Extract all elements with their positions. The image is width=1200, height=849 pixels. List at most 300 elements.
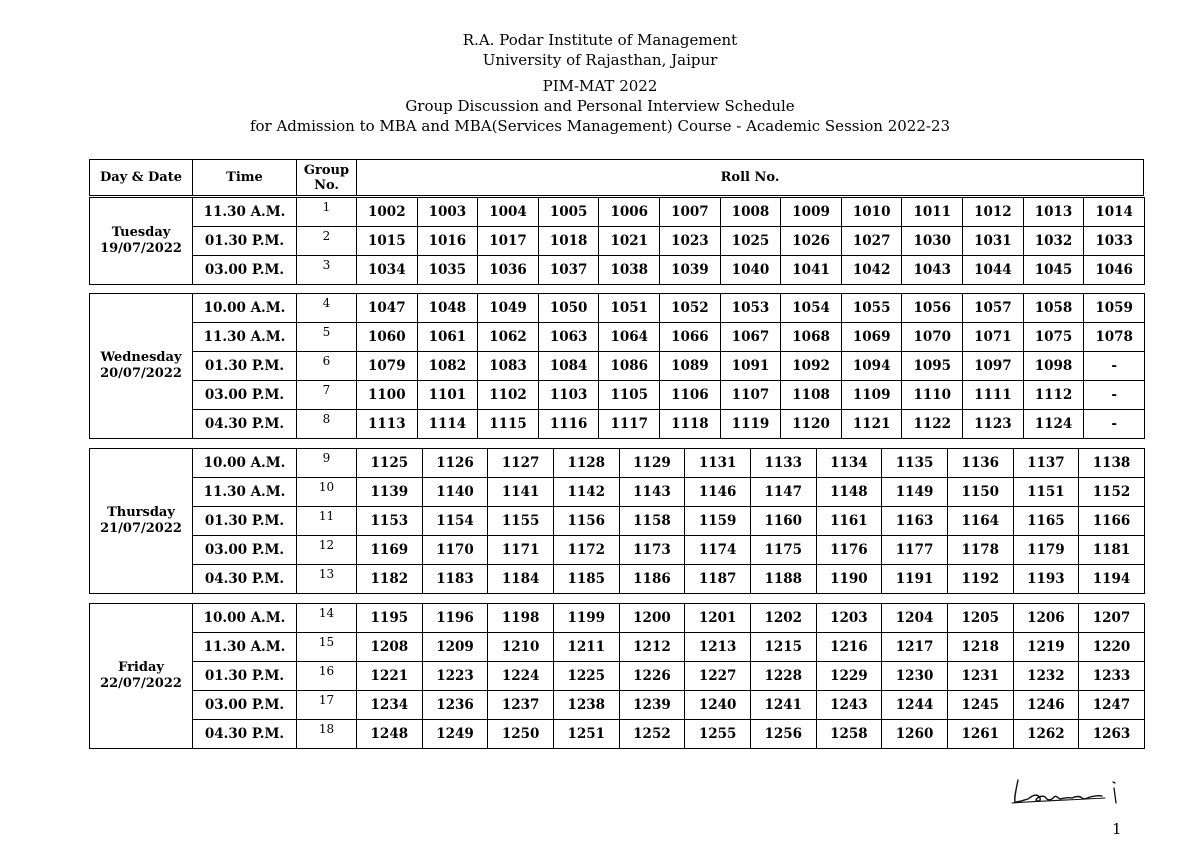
roll-number-cell: 1041 [781, 256, 842, 285]
group-number-cell: 1 [297, 198, 357, 227]
document-header [0, 30, 1200, 136]
time-cell: 10.00 A.M. [193, 294, 297, 323]
roll-number-cell: 1011 [902, 198, 963, 227]
roll-number-cell: 1199 [553, 604, 619, 633]
time-cell: 03.00 P.M. [193, 381, 297, 410]
roll-number-cell: 1103 [538, 381, 599, 410]
roll-number-cell: 1055 [841, 294, 902, 323]
roll-number-cell: 1034 [357, 256, 418, 285]
roll-number-cell: 1098 [1023, 352, 1084, 381]
table-row [90, 478, 1145, 507]
roll-number-cell: 1191 [882, 565, 948, 594]
roll-number-cell: 1070 [902, 323, 963, 352]
day-date: 22/07/2022 [100, 676, 182, 691]
roll-number-cell: 1172 [553, 536, 619, 565]
roll-number-cell: 1148 [816, 478, 882, 507]
day-date-cell [90, 294, 193, 439]
time-cell: 01.30 P.M. [193, 662, 297, 691]
roll-number-cell: 1161 [816, 507, 882, 536]
roll-number-cell: 1234 [357, 691, 423, 720]
roll-number-cell: 1071 [963, 323, 1024, 352]
roll-number-cell: 1044 [963, 256, 1024, 285]
roll-number-cell: 1108 [781, 381, 842, 410]
roll-number-cell: 1015 [357, 227, 418, 256]
roll-number-cell: 1127 [488, 449, 554, 478]
column-header-group: Group No. [297, 160, 357, 196]
table-row [90, 633, 1145, 662]
roll-number-cell: 1212 [619, 633, 685, 662]
roll-number-cell: 1174 [685, 536, 751, 565]
roll-number-cell: 1101 [417, 381, 478, 410]
roll-number-cell: 1241 [750, 691, 816, 720]
roll-number-cell: 1213 [685, 633, 751, 662]
roll-number-cell: 1223 [422, 662, 488, 691]
roll-number-cell: 1120 [781, 410, 842, 439]
day-block-table [89, 293, 1145, 439]
roll-number-cell: 1146 [685, 478, 751, 507]
roll-number-cell: 1151 [1013, 478, 1079, 507]
roll-number-cell: 1002 [357, 198, 418, 227]
roll-number-cell: 1256 [750, 720, 816, 749]
roll-number-cell: 1068 [781, 323, 842, 352]
roll-number-cell: 1062 [478, 323, 539, 352]
roll-number-cell: 1200 [619, 604, 685, 633]
roll-number-cell: 1032 [1023, 227, 1084, 256]
group-number-cell: 4 [297, 294, 357, 323]
roll-number-cell: 1111 [963, 381, 1024, 410]
day-date: 21/07/2022 [100, 521, 182, 536]
roll-number-cell: 1004 [478, 198, 539, 227]
roll-number-cell: 1140 [422, 478, 488, 507]
roll-number-cell: 1086 [599, 352, 660, 381]
roll-number-cell: 1030 [902, 227, 963, 256]
roll-number-cell: 1117 [599, 410, 660, 439]
column-header-roll: Roll No. [357, 160, 1144, 196]
roll-number-cell: 1255 [685, 720, 751, 749]
roll-number-cell: 1195 [357, 604, 423, 633]
time-cell: 10.00 A.M. [193, 604, 297, 633]
time-cell: 11.30 A.M. [193, 198, 297, 227]
roll-number-cell: 1155 [488, 507, 554, 536]
time-cell: 03.00 P.M. [193, 256, 297, 285]
roll-number-cell: - [1084, 410, 1145, 439]
table-row [90, 381, 1145, 410]
roll-number-cell: 1224 [488, 662, 554, 691]
roll-number-cell: 1059 [1084, 294, 1145, 323]
roll-number-cell: 1220 [1079, 633, 1145, 662]
roll-number-cell: 1066 [660, 323, 721, 352]
roll-number-cell: 1175 [750, 536, 816, 565]
roll-number-cell: 1248 [357, 720, 423, 749]
day-date-cell [90, 604, 193, 749]
roll-number-cell: 1084 [538, 352, 599, 381]
table-row [90, 449, 1145, 478]
roll-number-cell: 1203 [816, 604, 882, 633]
roll-number-cell: 1141 [488, 478, 554, 507]
roll-number-cell: 1042 [841, 256, 902, 285]
roll-number-cell: 1023 [660, 227, 721, 256]
roll-number-cell: 1121 [841, 410, 902, 439]
roll-number-cell: 1118 [660, 410, 721, 439]
roll-number-cell: 1097 [963, 352, 1024, 381]
roll-number-cell: 1192 [947, 565, 1013, 594]
group-number-cell: 18 [297, 720, 357, 749]
roll-number-cell: 1052 [660, 294, 721, 323]
roll-number-cell: 1064 [599, 323, 660, 352]
roll-number-cell: 1261 [947, 720, 1013, 749]
roll-number-cell: 1218 [947, 633, 1013, 662]
roll-number-cell: 1251 [553, 720, 619, 749]
roll-number-cell: 1176 [816, 536, 882, 565]
table-row [90, 720, 1145, 749]
roll-number-cell: 1115 [478, 410, 539, 439]
day-block-table [89, 448, 1145, 594]
roll-number-cell: 1217 [882, 633, 948, 662]
roll-number-cell: 1229 [816, 662, 882, 691]
time-cell: 01.30 P.M. [193, 507, 297, 536]
roll-number-cell: 1185 [553, 565, 619, 594]
roll-number-cell: 1181 [1079, 536, 1145, 565]
roll-number-cell: 1205 [947, 604, 1013, 633]
roll-number-cell: 1016 [417, 227, 478, 256]
roll-number-cell: 1113 [357, 410, 418, 439]
roll-number-cell: 1126 [422, 449, 488, 478]
roll-number-cell: 1092 [781, 352, 842, 381]
day-date: 19/07/2022 [100, 241, 182, 256]
table-row [90, 662, 1145, 691]
roll-number-cell: 1230 [882, 662, 948, 691]
group-number-cell: 8 [297, 410, 357, 439]
roll-number-cell: 1183 [422, 565, 488, 594]
roll-number-cell: 1089 [660, 352, 721, 381]
roll-number-cell: 1102 [478, 381, 539, 410]
table-row [90, 604, 1145, 633]
group-number-cell: 17 [297, 691, 357, 720]
roll-number-cell: 1196 [422, 604, 488, 633]
roll-number-cell: 1152 [1079, 478, 1145, 507]
roll-number-cell: 1147 [750, 478, 816, 507]
roll-number-cell: 1107 [720, 381, 781, 410]
roll-number-cell: 1003 [417, 198, 478, 227]
roll-number-cell: 1007 [660, 198, 721, 227]
roll-number-cell: 1215 [750, 633, 816, 662]
column-header-time: Time [193, 160, 297, 196]
roll-number-cell: 1170 [422, 536, 488, 565]
roll-number-cell: - [1084, 381, 1145, 410]
roll-number-cell: 1049 [478, 294, 539, 323]
roll-number-cell: 1123 [963, 410, 1024, 439]
roll-number-cell: 1243 [816, 691, 882, 720]
roll-number-cell: 1050 [538, 294, 599, 323]
roll-number-cell: 1164 [947, 507, 1013, 536]
roll-number-cell: 1043 [902, 256, 963, 285]
roll-number-cell: 1133 [750, 449, 816, 478]
roll-number-cell: 1233 [1079, 662, 1145, 691]
time-cell: 01.30 P.M. [193, 352, 297, 381]
roll-number-cell: 1173 [619, 536, 685, 565]
roll-number-cell: 1038 [599, 256, 660, 285]
roll-number-cell: 1182 [357, 565, 423, 594]
time-cell: 01.30 P.M. [193, 227, 297, 256]
roll-number-cell: 1244 [882, 691, 948, 720]
roll-number-cell: 1239 [619, 691, 685, 720]
table-row [90, 352, 1145, 381]
roll-number-cell: 1026 [781, 227, 842, 256]
roll-number-cell: 1204 [882, 604, 948, 633]
roll-number-cell: 1179 [1013, 536, 1079, 565]
time-cell: 03.00 P.M. [193, 536, 297, 565]
table-row [90, 410, 1145, 439]
roll-number-cell: 1112 [1023, 381, 1084, 410]
group-number-cell: 2 [297, 227, 357, 256]
roll-number-cell: 1125 [357, 449, 423, 478]
roll-number-cell: 1138 [1079, 449, 1145, 478]
signature-mark [1010, 776, 1125, 812]
roll-number-cell: 1231 [947, 662, 1013, 691]
roll-number-cell: 1051 [599, 294, 660, 323]
roll-number-cell: 1150 [947, 478, 1013, 507]
roll-number-cell: 1129 [619, 449, 685, 478]
schedule-title: Group Discussion and Personal Interview Schedule [405, 97, 795, 115]
roll-number-cell: 1109 [841, 381, 902, 410]
roll-number-cell: 1219 [1013, 633, 1079, 662]
roll-number-cell: 1194 [1079, 565, 1145, 594]
roll-number-cell: 1063 [538, 323, 599, 352]
roll-number-cell: 1091 [720, 352, 781, 381]
roll-number-cell: 1110 [902, 381, 963, 410]
roll-number-cell: 1207 [1079, 604, 1145, 633]
table-row [90, 323, 1145, 352]
roll-number-cell: 1100 [357, 381, 418, 410]
roll-number-cell: 1124 [1023, 410, 1084, 439]
time-cell: 04.30 P.M. [193, 565, 297, 594]
roll-number-cell: 1221 [357, 662, 423, 691]
roll-number-cell: 1078 [1084, 323, 1145, 352]
roll-number-cell: 1083 [478, 352, 539, 381]
roll-number-cell: 1079 [357, 352, 418, 381]
group-number-cell: 13 [297, 565, 357, 594]
roll-number-cell: 1006 [599, 198, 660, 227]
table-row [90, 294, 1145, 323]
roll-number-cell: 1245 [947, 691, 1013, 720]
roll-number-cell: 1137 [1013, 449, 1079, 478]
column-header-day: Day & Date [90, 160, 193, 196]
roll-number-cell: 1216 [816, 633, 882, 662]
column-header-table [89, 159, 1144, 196]
roll-number-cell: 1198 [488, 604, 554, 633]
day-name: Friday [118, 660, 164, 675]
time-cell: 11.30 A.M. [193, 478, 297, 507]
roll-number-cell: 1014 [1084, 198, 1145, 227]
roll-number-cell: 1031 [963, 227, 1024, 256]
roll-number-cell: 1116 [538, 410, 599, 439]
day-name: Thursday [107, 505, 175, 520]
roll-number-cell: 1186 [619, 565, 685, 594]
roll-number-cell: 1252 [619, 720, 685, 749]
roll-number-cell: 1039 [660, 256, 721, 285]
roll-number-cell: 1240 [685, 691, 751, 720]
page-number: 1 [1112, 820, 1122, 838]
roll-number-cell: 1069 [841, 323, 902, 352]
roll-number-cell: 1046 [1084, 256, 1145, 285]
day-block-table [89, 603, 1145, 749]
roll-number-cell: 1154 [422, 507, 488, 536]
day-date-cell [90, 198, 193, 285]
roll-number-cell: 1171 [488, 536, 554, 565]
roll-number-cell: 1178 [947, 536, 1013, 565]
roll-number-cell: 1008 [720, 198, 781, 227]
roll-number-cell: 1226 [619, 662, 685, 691]
roll-number-cell: 1262 [1013, 720, 1079, 749]
roll-number-cell: 1166 [1079, 507, 1145, 536]
day-name: Wednesday [100, 350, 182, 365]
day-date: 20/07/2022 [100, 366, 182, 381]
roll-number-cell: 1067 [720, 323, 781, 352]
roll-number-cell: 1187 [685, 565, 751, 594]
group-number-cell: 10 [297, 478, 357, 507]
group-number-cell: 6 [297, 352, 357, 381]
university-name: University of Rajasthan, Jaipur [482, 51, 718, 69]
roll-number-cell: 1010 [841, 198, 902, 227]
day-block-table [89, 197, 1145, 285]
roll-number-cell: 1143 [619, 478, 685, 507]
roll-number-cell: 1209 [422, 633, 488, 662]
roll-number-cell: 1058 [1023, 294, 1084, 323]
roll-number-cell: 1012 [963, 198, 1024, 227]
roll-number-cell: 1201 [685, 604, 751, 633]
roll-number-cell: 1122 [902, 410, 963, 439]
roll-number-cell: 1149 [882, 478, 948, 507]
roll-number-cell: 1134 [816, 449, 882, 478]
roll-number-cell: 1160 [750, 507, 816, 536]
roll-number-cell: 1061 [417, 323, 478, 352]
table-row [90, 198, 1145, 227]
exam-name: PIM-MAT 2022 [542, 77, 658, 95]
roll-number-cell: 1142 [553, 478, 619, 507]
group-number-cell: 5 [297, 323, 357, 352]
roll-number-cell: 1184 [488, 565, 554, 594]
day-name: Tuesday [111, 225, 171, 240]
roll-number-cell: 1048 [417, 294, 478, 323]
time-cell: 03.00 P.M. [193, 691, 297, 720]
course-line: for Admission to MBA and MBA(Services Management) Course - Academic Session 2022-23 [249, 117, 951, 135]
group-number-cell: 11 [297, 507, 357, 536]
roll-number-cell: 1260 [882, 720, 948, 749]
roll-number-cell: 1232 [1013, 662, 1079, 691]
roll-number-cell: 1227 [685, 662, 751, 691]
roll-number-cell: 1249 [422, 720, 488, 749]
roll-number-cell: 1075 [1023, 323, 1084, 352]
group-number-cell: 12 [297, 536, 357, 565]
roll-number-cell: 1237 [488, 691, 554, 720]
roll-number-cell: 1153 [357, 507, 423, 536]
roll-number-cell: 1105 [599, 381, 660, 410]
roll-number-cell: 1017 [478, 227, 539, 256]
roll-number-cell: 1258 [816, 720, 882, 749]
roll-number-cell: 1225 [553, 662, 619, 691]
roll-number-cell: 1156 [553, 507, 619, 536]
roll-number-cell: 1057 [963, 294, 1024, 323]
roll-number-cell: 1025 [720, 227, 781, 256]
roll-number-cell: 1190 [816, 565, 882, 594]
roll-number-cell: 1054 [781, 294, 842, 323]
roll-number-cell: 1165 [1013, 507, 1079, 536]
group-number-cell: 16 [297, 662, 357, 691]
roll-number-cell: 1018 [538, 227, 599, 256]
roll-number-cell: 1060 [357, 323, 418, 352]
roll-number-cell: 1040 [720, 256, 781, 285]
roll-number-cell: 1094 [841, 352, 902, 381]
day-date-cell [90, 449, 193, 594]
roll-number-cell: 1263 [1079, 720, 1145, 749]
group-number-cell: 7 [297, 381, 357, 410]
roll-number-cell: 1188 [750, 565, 816, 594]
roll-number-cell: 1047 [357, 294, 418, 323]
roll-number-cell: 1206 [1013, 604, 1079, 633]
roll-number-cell: 1021 [599, 227, 660, 256]
roll-number-cell: 1158 [619, 507, 685, 536]
roll-number-cell: 1037 [538, 256, 599, 285]
roll-number-cell: 1035 [417, 256, 478, 285]
roll-number-cell: 1177 [882, 536, 948, 565]
roll-number-cell: 1211 [553, 633, 619, 662]
roll-number-cell: 1238 [553, 691, 619, 720]
roll-number-cell: 1250 [488, 720, 554, 749]
roll-number-cell: 1053 [720, 294, 781, 323]
roll-number-cell: 1135 [882, 449, 948, 478]
roll-number-cell: 1005 [538, 198, 599, 227]
group-number-cell: 9 [297, 449, 357, 478]
roll-number-cell: 1027 [841, 227, 902, 256]
roll-number-cell: 1159 [685, 507, 751, 536]
table-row [90, 256, 1145, 285]
table-row [90, 507, 1145, 536]
roll-number-cell: 1228 [750, 662, 816, 691]
roll-number-cell: 1131 [685, 449, 751, 478]
roll-number-cell: 1202 [750, 604, 816, 633]
table-row [90, 691, 1145, 720]
roll-number-cell: 1082 [417, 352, 478, 381]
roll-number-cell: 1193 [1013, 565, 1079, 594]
roll-number-cell: 1095 [902, 352, 963, 381]
roll-number-cell: 1236 [422, 691, 488, 720]
roll-number-cell: 1114 [417, 410, 478, 439]
time-cell: 04.30 P.M. [193, 720, 297, 749]
signature [1010, 776, 1125, 816]
roll-number-cell: 1009 [781, 198, 842, 227]
roll-number-cell: - [1084, 352, 1145, 381]
time-cell: 10.00 A.M. [193, 449, 297, 478]
roll-number-cell: 1136 [947, 449, 1013, 478]
roll-number-cell: 1119 [720, 410, 781, 439]
roll-number-cell: 1247 [1079, 691, 1145, 720]
roll-number-cell: 1013 [1023, 198, 1084, 227]
roll-number-cell: 1169 [357, 536, 423, 565]
roll-number-cell: 1036 [478, 256, 539, 285]
roll-number-cell: 1033 [1084, 227, 1145, 256]
time-cell: 11.30 A.M. [193, 323, 297, 352]
table-row [90, 565, 1145, 594]
roll-number-cell: 1139 [357, 478, 423, 507]
time-cell: 04.30 P.M. [193, 410, 297, 439]
roll-number-cell: 1163 [882, 507, 948, 536]
roll-number-cell: 1208 [357, 633, 423, 662]
roll-number-cell: 1106 [660, 381, 721, 410]
institute-name: R.A. Podar Institute of Management [462, 31, 738, 49]
group-number-cell: 15 [297, 633, 357, 662]
table-row [90, 536, 1145, 565]
group-number-cell: 14 [297, 604, 357, 633]
